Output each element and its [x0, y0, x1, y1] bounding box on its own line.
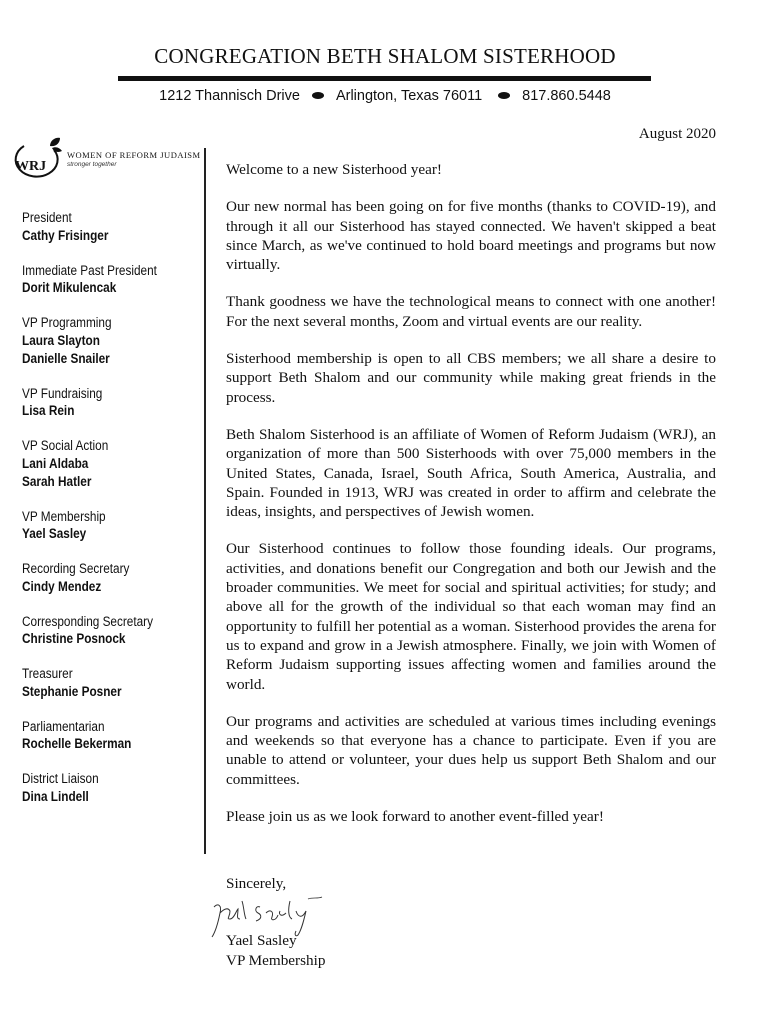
officer-title: VP Fundraising — [22, 385, 103, 401]
address-line — [0, 88, 770, 104]
officer-vp-social-action — [22, 437, 202, 491]
officer-name: Sarah Hatler — [22, 473, 92, 489]
letter-date: August 2020 — [638, 126, 716, 142]
body-paragraph: Sisterhood membership is open to all CBS members; we all share a desire to support Beth Shalom and our community while making great friends in the process. — [226, 350, 716, 406]
letterhead-rule — [118, 76, 651, 81]
officer-title: Immediate Past President — [22, 262, 157, 278]
wrj-tagline: stronger together — [67, 161, 117, 168]
body-paragraph: Our Sisterhood continues to follow those founding ideals. Our programs, activities, and donations benefit our Congregation and both our Jewish and the broader communities. We meet for social and spiritual activities; for study; and above all for the growth of the individual so that each woman may find an opportunity to fulfill her potential as a woman. Sisterhood provides the arena for us to expand and grow in a Jewish atmosphere. Finally, we join with Women of Reform Judaism supporting issues affecting women and families around the world. — [226, 540, 716, 693]
officer-district-liaison — [22, 770, 202, 806]
officer-corresponding-secretary — [22, 613, 202, 649]
officer-name: Lisa Rein — [22, 403, 75, 418]
officer-name: Dorit Mikulencak — [22, 280, 117, 295]
officer-name: Danielle Snailer — [22, 350, 110, 366]
wrj-logo — [10, 136, 210, 186]
officer-name: Cindy Mendez — [22, 578, 102, 594]
signer-name: Yael Sasley — [226, 932, 297, 949]
officer-past-president — [22, 262, 202, 298]
officer-name: Yael Sasley — [22, 526, 87, 541]
bullet-icon — [498, 92, 510, 99]
greeting: Welcome to a new Sisterhood year! — [226, 161, 442, 178]
officer-name: Rochelle Bekerman — [22, 736, 132, 751]
body-paragraph: Our new normal has been going on for five months (thanks to COVID-19), and through it all our Sisterhood has stayed connected. We haven't skipped a beat since March, as we've continued to hold board meetings and programs but now virtually. — [226, 198, 716, 274]
signer-role: VP Membership — [226, 952, 326, 969]
officer-president — [22, 209, 202, 245]
closing-invite: Please join us as we look forward to another event-filled year! — [226, 808, 604, 826]
officer-title: District Liaison — [22, 771, 99, 786]
body-paragraph: Beth Shalom Sisterhood is an affiliate of Women of Reform Judaism (WRJ), an organization of more than 500 Sisterhoods with over 75,000 members in the United States, Canada, Israel, South Africa, South America, Australia, and Spain. Founded in 1913, WRJ was created in order to affirm and celebrate the ideas, insights, and perspectives of Jewish women. — [226, 425, 716, 521]
wrj-initials: WRJ — [15, 159, 47, 174]
officer-title: VP Social Action — [22, 438, 109, 453]
officer-name: Laura Slayton — [22, 332, 100, 348]
officer-name: Lani Aldaba — [22, 455, 89, 471]
officer-title: Recording Secretary — [22, 561, 130, 576]
phone-number: 817.860.5448 — [522, 88, 611, 104]
street-address: 1212 Thannisch Drive — [159, 88, 300, 104]
officer-name: Dina Lindell — [22, 788, 89, 804]
letterhead-title: CONGREGATION BETH SHALOM SISTERHOOD — [154, 44, 616, 68]
letter-body — [226, 160, 716, 844]
officer-title: VP Membership — [22, 508, 106, 524]
officer-treasurer — [22, 665, 202, 701]
sidebar-divider — [204, 148, 206, 854]
officer-vp-programming — [22, 314, 202, 368]
wrj-emblem-icon — [10, 136, 66, 184]
officer-name: Stephanie Posner — [22, 683, 122, 699]
wrj-org-name: WOMEN OF REFORM JUDAISM — [67, 150, 201, 160]
officer-title: VP Programming — [22, 315, 112, 330]
officer-name: Cathy Frisinger — [22, 227, 109, 243]
officer-vp-membership — [22, 508, 202, 544]
officer-title: President — [22, 210, 72, 225]
officer-parliamentarian — [22, 718, 202, 754]
city-address: Arlington, Texas 76011 — [335, 88, 483, 104]
officer-title: Treasurer — [22, 666, 73, 681]
officer-title: Corresponding Secretary — [22, 613, 154, 629]
officer-title: Parliamentarian — [22, 718, 105, 734]
officer-vp-fundraising — [22, 385, 202, 421]
valediction: Sincerely, — [226, 875, 287, 892]
officer-recording-secretary — [22, 560, 202, 596]
bullet-icon — [312, 92, 324, 99]
officer-name: Christine Posnock — [22, 631, 126, 646]
officer-list — [22, 209, 202, 823]
body-paragraph: Thank goodness we have the technological means to connect with one another! For the next several months, Zoom and virtual events are our reality. — [226, 293, 716, 330]
body-paragraph: Our programs and activities are scheduled at various times including evenings and weekends so that everyone has a chance to participate. Even if you are unable to attend or volunteer, your dues help us support Beth Shalom and our committees. — [226, 712, 716, 788]
